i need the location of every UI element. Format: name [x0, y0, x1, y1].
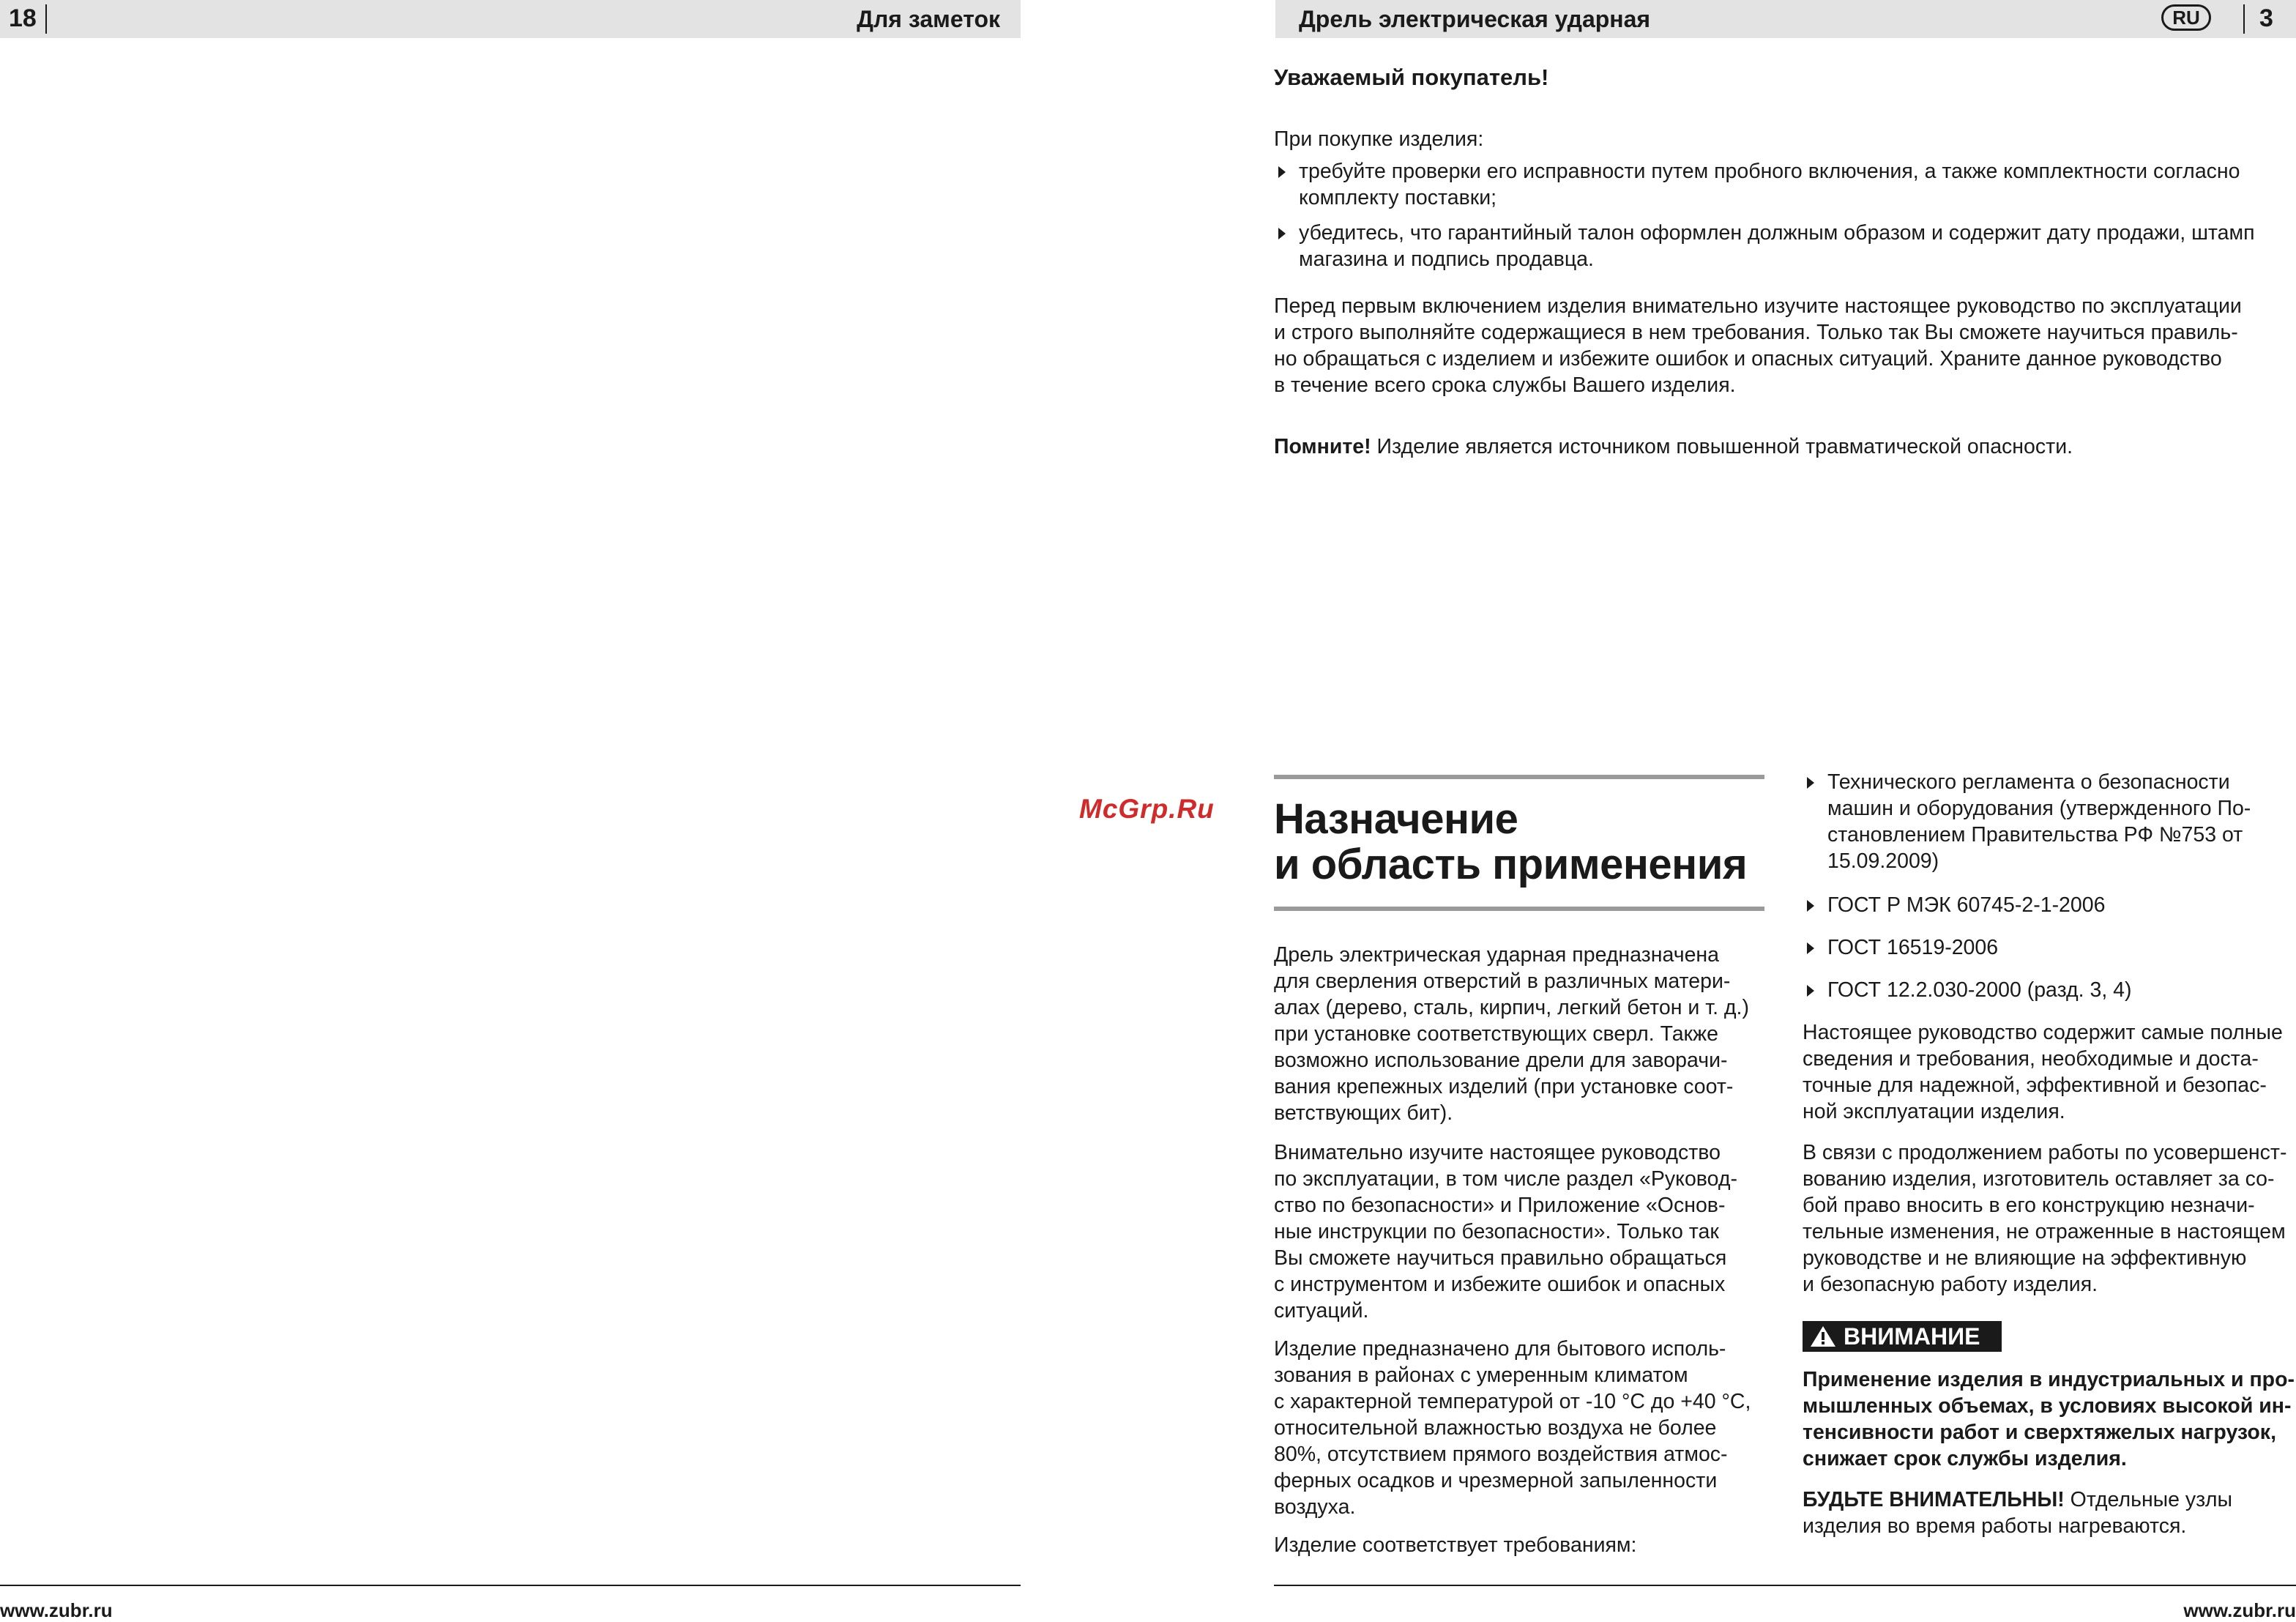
page-number-divider [2243, 4, 2245, 34]
right-header-title: Дрель электрическая ударная [1299, 6, 1651, 32]
left-header-title: Для заметок [857, 6, 1000, 32]
page-number-divider [45, 4, 47, 34]
remember-text: Изделие является источником повышенной травматической опасности. [1371, 435, 2073, 458]
compliance-intro: Изделие соответствует требованиям: [1274, 1533, 1637, 1557]
bullet-arrow-icon [1278, 228, 1286, 239]
section-bottom-rule [1274, 907, 1764, 911]
climate-paragraph: Изделие предназначено для бытового исполь- зования в районах с умеренным климатом с характерной температурой от -10 °С до +40 °С, относительной влажностью воздуха не более 80%, отсутствием прямого воздействия атмос- ферных осадков и чрезмерной запыленности воздуха. [1274, 1337, 1751, 1519]
language-badge: RU [2161, 4, 2211, 31]
manual-scope-paragraph: Настоящее руководство содержит самые полные сведения и требования, необходимые и доста- точные для надежной, эффективной и безопас- ной эксплуатации изделия. [1803, 1021, 2283, 1123]
intro-paragraph: Перед первым включением изделия внимательно изучите настоящее руководство по эксплуатации и строго выполняйте содержащиеся в нем требования. Только так Вы сможете научиться правиль- но обращаться с изделием и избежите ошибок и опасных ситуаций. Храните данное руководство в течение всего срока службы Вашего изделия. [1274, 294, 2242, 397]
intro-text: При покупке изделия: [1274, 127, 1484, 151]
left-page-header [0, 0, 1021, 38]
caution-label: БУДЬТЕ ВНИМАТЕЛЬНЫ! [1803, 1488, 2065, 1511]
left-footer-url[interactable]: www.zubr.ru [0, 1599, 113, 1621]
improvements-paragraph: В связи с продолжением работы по усовершенст- вованию изделия, изготовитель оставляет за со- бой право вносить в его конструкцию незначи- тельные изменения, не отраженные в настоящем руководстве и не влияющие на эффективную и безопасную работу изделия. [1803, 1141, 2287, 1296]
remember-label: Помните! [1274, 435, 1371, 458]
caution-note: БУДЬТЕ ВНИМАТЕЛЬНЫ! Отдельные узлы изделия во время работы нагреваются. [1803, 1488, 2233, 1538]
left-page-number: 18 [9, 4, 37, 32]
right-footer-url[interactable]: www.zubr.ru [2183, 1599, 2296, 1621]
right-page-number: 3 [2259, 4, 2273, 32]
section-top-rule [1274, 775, 1764, 779]
bullet-arrow-icon [1807, 777, 1814, 789]
bullet-arrow-icon [1278, 166, 1286, 178]
left-footer-rule [0, 1585, 1021, 1586]
right-page-header [1275, 0, 2296, 38]
manual-paragraph: Внимательно изучите настоящее руководство по эксплуатации, в том числе раздел «Руковод- ство по безопасности» и Приложение «Основ- ные инструкции по безопасности». Только так Вы сможете научиться правильно обращаться с инструментом и избежите ошибок и опасных ситуаций. [1274, 1141, 1737, 1322]
warning-badge [1803, 1321, 2002, 1352]
right-footer-rule [1274, 1585, 2296, 1586]
bullet-arrow-icon [1807, 942, 1814, 954]
bullet-arrow-icon [1807, 985, 1814, 997]
greeting-heading: Уважаемый покупатель! [1274, 64, 1549, 90]
remember-note [1274, 434, 2073, 460]
warning-label: ВНИМАНИЕ [1844, 1323, 1980, 1350]
bullet-arrow-icon [1807, 900, 1814, 912]
purpose-paragraph: Дрель электрическая ударная предназначена для сверления отверстий в различных матери- алах (дерево, сталь, кирпич, легкий бетон и т. д.) при установке соответствующих сверл. Также возможно использование дрели для заворачи- вания крепежных изделий (при установке соот- ветствующих бит). [1274, 943, 1749, 1125]
warning-text: Применение изделия в индустриальных и про- мышленных объемах, в условиях высокой ин- тенсивности работ и сверхтяжелых нагрузок, снижает срок службы изделия. [1803, 1368, 2295, 1470]
warning-triangle-icon [1810, 1325, 1836, 1347]
section-title: Назначение и область применения [1274, 795, 1748, 888]
watermark: McGrp.Ru [1079, 794, 1215, 824]
